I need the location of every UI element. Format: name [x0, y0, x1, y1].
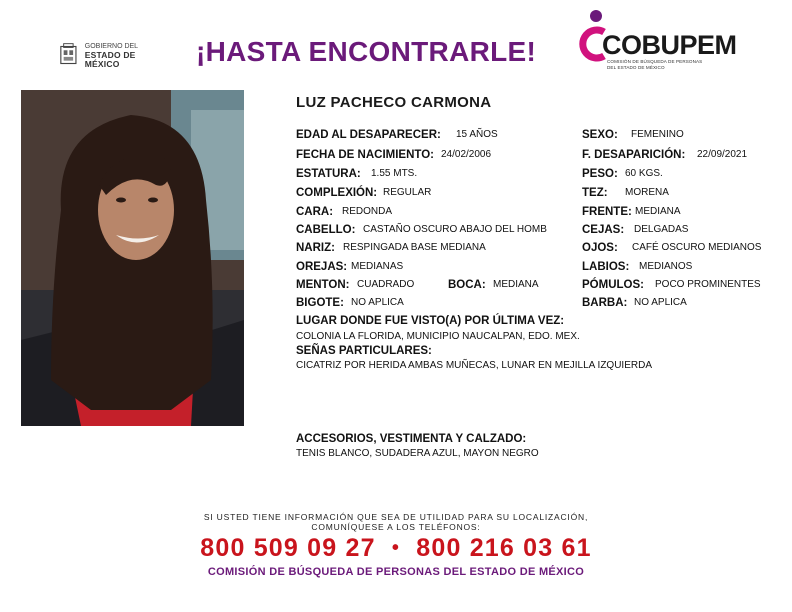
phone-separator: •: [391, 537, 401, 559]
cejas-label: CEJAS:: [582, 224, 625, 236]
peso-value: 60 KGS.: [625, 168, 663, 179]
sexo-value: FEMENINO: [631, 129, 684, 140]
estatura-label: ESTATURA:: [296, 168, 361, 180]
senas-label: SEÑAS PARTICULARES:: [296, 345, 432, 357]
fecha-desaparicion-value: 22/09/2021: [697, 149, 748, 160]
sexo-label: SEXO:: [582, 129, 618, 141]
frente-label: FRENTE:: [582, 206, 632, 218]
pomulos-value: POCO PROMINENTES: [655, 279, 761, 290]
edad-value: 15 AÑOS: [456, 129, 498, 140]
frente-value: MEDIANA: [635, 206, 681, 217]
commission-name: COMISIÓN DE BÚSQUEDA DE PERSONAS DEL ESTADO DE MÉXICO: [207, 566, 585, 578]
estatura-value: 1.55 MTS.: [371, 168, 418, 179]
page-headline: ¡HASTA ENCONTRARLE!: [196, 36, 537, 67]
gov-logo-line2: ESTADO DE MÉXICO: [84, 49, 136, 69]
orejas-label: OREJAS:: [296, 261, 348, 273]
lugar-value: COLONIA LA FLORIDA, MUNICIPIO NAUCALPAN, EDO. MEX.: [296, 331, 580, 342]
barba-label: BARBA:: [582, 297, 628, 309]
labios-label: LABIOS:: [582, 261, 630, 273]
cejas-value: DELGADAS: [634, 224, 689, 235]
menton-value: CUADRADO: [357, 279, 415, 290]
accesorios-value: TENIS BLANCO, SUDADERA AZUL, MAYON NEGRO: [296, 448, 539, 459]
phone-number-2[interactable]: 800 216 03 61: [416, 534, 592, 562]
person-name: LUZ PACHECO CARMONA: [296, 94, 492, 111]
lugar-label: LUGAR DONDE FUE VISTO(A) POR ÚLTIMA VEZ:: [296, 315, 565, 327]
cara-label: CARA:: [296, 206, 334, 218]
complexion-value: REGULAR: [383, 187, 432, 198]
ojos-label: OJOS:: [582, 242, 618, 254]
nariz-label: NARIZ:: [296, 242, 335, 254]
phone-number-1[interactable]: 800 509 09 27: [200, 534, 376, 562]
boca-value: MEDIANA: [493, 279, 539, 290]
nariz-value: RESPINGADA BASE MEDIANA: [343, 242, 486, 253]
cara-value: REDONDA: [342, 206, 393, 217]
orejas-value: MEDIANAS: [351, 261, 404, 272]
fecha-nacimiento-label: FECHA DE NACIMIENTO:: [296, 149, 434, 161]
info-note-line2: COMUNÍQUESE A LOS TELÉFONOS:: [311, 522, 481, 532]
cobupem-logo: [574, 8, 764, 72]
complexion-label: COMPLEXIÓN:: [296, 187, 378, 199]
cobupem-wordmark: COBUPEM: [602, 30, 737, 60]
government-logo: [58, 40, 168, 70]
menton-label: MENTON:: [296, 279, 350, 291]
bigote-label: BIGOTE:: [296, 297, 344, 309]
peso-label: PESO:: [582, 168, 618, 180]
phone-numbers: [0, 534, 792, 563]
cabello-value: CASTAÑO OSCURO ABAJO DEL HOMB: [363, 224, 547, 235]
tez-label: TEZ:: [582, 187, 608, 199]
boca-label: BOCA:: [448, 279, 486, 291]
edad-label: EDAD AL DESAPARECER:: [296, 129, 441, 141]
ojos-value: CAFÉ OSCURO MEDIANOS: [632, 242, 762, 253]
cobupem-subtitle: COMISIÓN DE BÚSQUEDA DE PERSONAS DEL ESTADO DE MÉXICO: [607, 59, 703, 70]
info-note-line1: SI USTED TIENE INFORMACIÓN QUE SEA DE UTILIDAD PARA SU LOCALIZACIÓN,: [203, 512, 589, 522]
accesorios-label: ACCESORIOS, VESTIMENTA Y CALZADO:: [296, 433, 527, 445]
tez-value: MORENA: [625, 187, 669, 198]
barba-value: NO APLICA: [634, 297, 687, 308]
fecha-nacimiento-value: 24/02/2006: [441, 149, 492, 160]
fecha-desaparicion-label: F. DESAPARICIÓN:: [582, 149, 686, 161]
gov-logo-line1: GOBIERNO DEL: [84, 42, 139, 50]
labios-value: MEDIANOS: [639, 261, 693, 272]
pomulos-label: PÓMULOS:: [582, 279, 644, 291]
state-seal-icon: [58, 42, 79, 68]
cabello-label: CABELLO:: [296, 224, 356, 236]
missing-person-photo: [21, 90, 244, 426]
senas-value: CICATRIZ POR HERIDA AMBAS MUÑECAS, LUNAR EN MEJILLA IZQUIERDA: [296, 360, 652, 371]
bigote-value: NO APLICA: [351, 297, 404, 308]
